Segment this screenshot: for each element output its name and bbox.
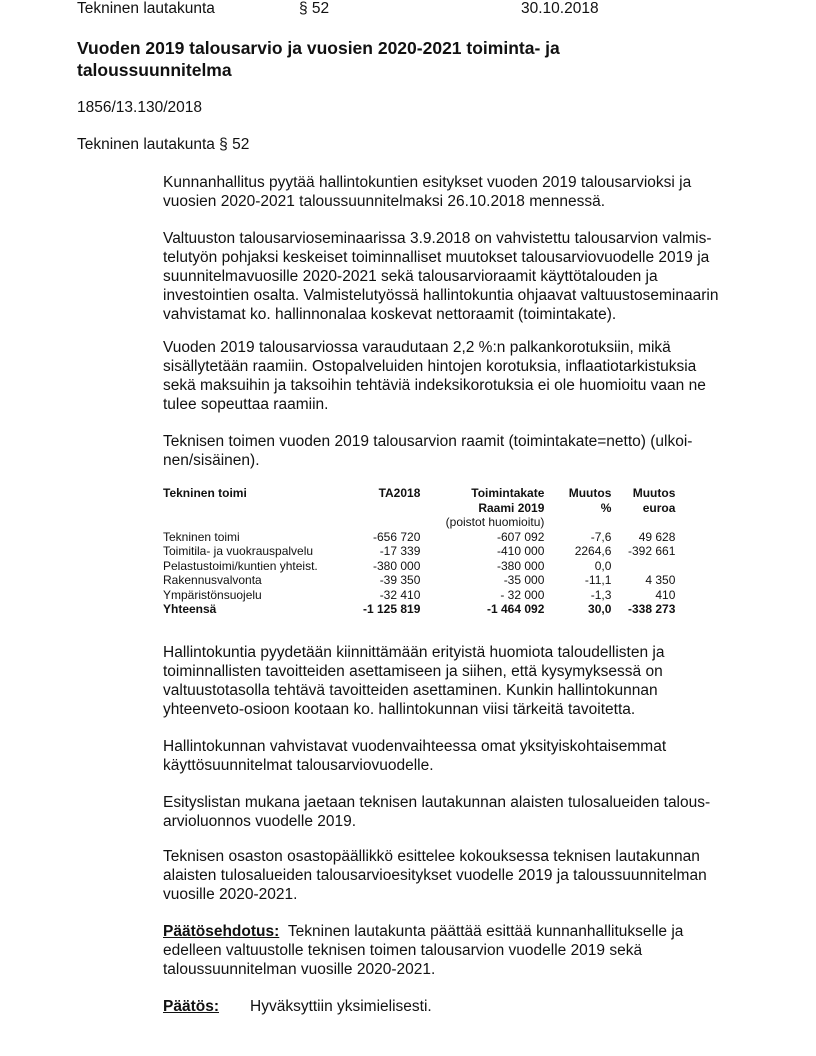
text-line: yhteenveto-osioon kootaan ko. hallintokunnan viisi tärkeitä tavoitetta. (163, 701, 636, 718)
row-muutos-eur: 410 (655, 587, 676, 602)
table-row (163, 544, 675, 559)
proposal-label: Päätösehdotus: (163, 923, 280, 940)
paragraph-usage-plans (163, 737, 763, 775)
text-line (163, 922, 763, 941)
paragraph-request (163, 173, 763, 211)
row-muutos-eur: -392 661 (628, 544, 676, 558)
header-committee: Tekninen lautakunta (77, 0, 215, 17)
decision-text: Hyväksyttiin yksimielisesti. (250, 998, 432, 1015)
row-ta2018: -656 720 (373, 529, 421, 544)
text-line: vuosien 2020-2021 taloussuunnitelmaksi 26.10.2018 mennessä. (163, 193, 606, 210)
text-line: valtuustotasolla tehtävä tavoitteiden asettaminen. Kunkin hallintokunnan (163, 682, 658, 699)
text-line: arvioluonnos vuodelle 2019. (163, 813, 357, 830)
row-muutos-eur: 4 350 (645, 573, 676, 587)
table-row (163, 559, 675, 574)
table-row (163, 573, 675, 588)
total-raami2019: -1 464 092 (487, 602, 545, 616)
row-name: Tekninen toimi (163, 529, 240, 544)
text-line: Teknisen osaston osastopäällikkö esittelee kokouksessa teknisen lautakunnan (163, 848, 700, 865)
text-line: Kunnanhallitus pyytää hallintokuntien esitykset vuoden 2019 talousarvioksi ja (163, 174, 692, 191)
total-ta2018: -1 125 819 (363, 602, 421, 616)
committee-section: Tekninen lautakunta § 52 (77, 136, 250, 153)
text-line: toiminnallisten tavoitteiden asettamiseen ja siihen, että kysymyksessä on (163, 663, 663, 680)
table-row (163, 588, 675, 603)
decision-proposal (163, 922, 763, 979)
header-muutos-eur-unit: euroa (642, 500, 676, 515)
text-line: Esityslistan mukana jaetaan teknisen lautakunnan alaisten tulosalueiden talous- (163, 794, 711, 811)
text-line: sekä maksuihin ja taksoihin tehtäviä indeksikorotuksia ei ole huomioitu vaan ne (163, 377, 706, 394)
row-raami2019: -410 000 (497, 544, 545, 558)
table-total-row (163, 602, 675, 617)
row-ta2018: -380 000 (373, 558, 421, 573)
header-date: 30.10.2018 (521, 0, 599, 17)
proposal-line: taloussuunnitelman vuosille 2020-2021. (163, 961, 436, 978)
paragraph-table-intro (163, 432, 763, 470)
decision (163, 997, 763, 1016)
row-ta2018: -39 350 (379, 573, 421, 587)
header-muutos-eur: Muutos (632, 486, 676, 500)
header-muutos-pct: Muutos (568, 486, 612, 500)
row-muutos-pct: -1,3 (590, 587, 612, 602)
header-raami-year: Raami 2019 (478, 500, 545, 515)
total-name: Yhteensä (163, 602, 217, 616)
row-muutos-pct: -11,1 (584, 573, 612, 587)
text-line: Hallintokunnan vahvistavat vuodenvaihteessa omat yksityiskohtaisemmat (163, 738, 667, 755)
decision-label: Päätös: (163, 998, 219, 1015)
text-line: tulee sopeuttaa raamiin. (163, 396, 329, 413)
header-ta2018: TA2018 (378, 486, 421, 500)
budget-table (163, 486, 675, 617)
text-line: sisällytetään raamiin. Ostopalveluiden hintojen korotuksia, inflaatiotarkistuksia (163, 358, 697, 375)
row-raami2019: -607 092 (497, 529, 545, 544)
text-line: telutyön pohjaksi keskeiset toiminnalliset muutokset talousarviovuodelle 2019 ja (163, 249, 710, 266)
header-name: Tekninen toimi (163, 486, 247, 500)
table-header-row (163, 486, 675, 501)
paragraph-presentation (163, 847, 763, 904)
table-header-row-3 (163, 515, 675, 530)
paragraph-goals (163, 643, 763, 719)
text-line: käyttösuunnitelmat talousarviovuodelle. (163, 757, 434, 774)
text-line: investointien osalta. Valmistelutyössä hallintokuntia ohjaavat valtuustoseminaarin (163, 287, 719, 304)
paragraph-seminar (163, 229, 763, 324)
text-line: vahvistamat ko. hallinnonalaa koskevat nettoraamit (toimintakate). (163, 306, 617, 323)
text-line: Teknisen toimen vuoden 2019 talousarvion raamit (toimintakate=netto) (ulkoi- (163, 433, 693, 450)
text-line: Vuoden 2019 talousarviossa varaudutaan 2,2 %:n palkankorotuksiin, mikä (163, 339, 671, 356)
header-raami: Toimintakate (471, 486, 545, 500)
row-name: Toimitila- ja vuokrauspalvelu (163, 544, 314, 558)
text-line: Valtuuston talousarvioseminaarissa 3.9.2018 on vahvistettu talousarvion valmis- (163, 230, 712, 247)
proposal-line: edelleen valtuustolle teknisen toimen talousarvion vuodelle 2019 sekä (163, 942, 643, 959)
row-name: Rakennusvalvonta (163, 573, 262, 587)
header-raami-note: (poistot huomioitu) (445, 515, 545, 529)
text-line: alaisten tulosalueiden talousarvioesitykset vuodelle 2019 ja taloussuunnitelman (163, 867, 707, 884)
total-muutos-eur: -338 273 (628, 602, 676, 616)
header-muutos-pct-unit: % (600, 500, 612, 515)
row-muutos-pct: 0,0 (594, 558, 612, 573)
table-header-row-2 (163, 501, 675, 516)
row-muutos-pct: -7,6 (590, 529, 612, 544)
proposal-line: Tekninen lautakunta päättää esittää kunnanhallitukselle ja (287, 923, 684, 940)
row-name: Ympäristönsuojelu (163, 587, 262, 602)
header-section: § 52 (299, 0, 330, 17)
row-muutos-eur (611, 559, 675, 574)
total-muutos-pct: 30,0 (588, 602, 612, 616)
page-title: Vuoden 2019 talousarvio ja vuosien 2020-2021 toiminta- ja taloussuunnitelma (77, 38, 560, 80)
row-raami2019: - 32 000 (500, 587, 545, 602)
row-muutos-eur: 49 628 (638, 529, 676, 544)
text-line: Hallintokuntia pyydetään kiinnittämään erityistä huomiota taloudellisten ja (163, 644, 665, 661)
reference-number: 1856/13.130/2018 (77, 99, 202, 116)
paragraph-draft (163, 793, 763, 831)
paragraph-wage-increase (163, 338, 763, 414)
row-ta2018: -32 410 (379, 587, 421, 602)
row-raami2019: -35 000 (503, 573, 545, 587)
table-row (163, 530, 675, 545)
text-line: vuosille 2020-2021. (163, 886, 298, 903)
row-name: Pelastustoimi/kuntien yhteist. (163, 558, 318, 573)
row-raami2019: -380 000 (497, 558, 545, 573)
text-line: nen/sisäinen). (163, 452, 260, 469)
text-line: suunnitelmavuosille 2020-2021 sekä talousarvioraamit käyttötalouden ja (163, 268, 658, 285)
row-ta2018: -17 339 (379, 544, 421, 558)
row-muutos-pct: 2264,6 (574, 544, 612, 558)
